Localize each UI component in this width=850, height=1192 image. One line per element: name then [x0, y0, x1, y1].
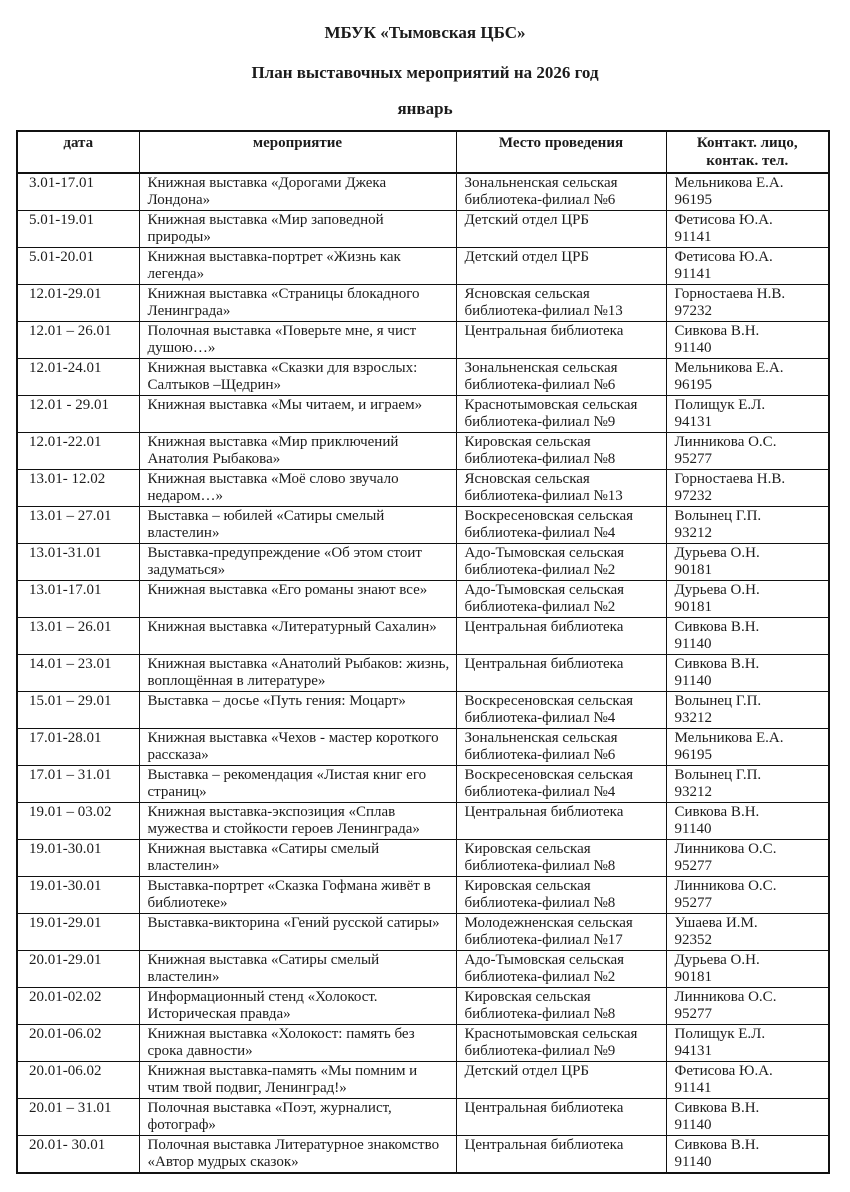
contact-name: Линникова О.С. [674, 434, 777, 450]
event-venue: Центральная библиотека [456, 1099, 666, 1136]
table-row [17, 322, 829, 359]
table-row [17, 618, 829, 655]
event-contact [666, 507, 829, 544]
table-row [17, 248, 829, 285]
event-title: Полочная выставка «Поверьте мне, я чист душою…» [139, 322, 456, 359]
table-row [17, 988, 829, 1025]
table-row [17, 1099, 829, 1136]
event-contact [666, 951, 829, 988]
contact-phone: 91140 [674, 673, 712, 689]
contact-name: Фетисова Ю.А. [674, 249, 773, 265]
event-title: Выставка – юбилей «Сатиры смелый властелин» [139, 507, 456, 544]
event-venue: Воскресеновская сельская библиотека-филиал №4 [456, 692, 666, 729]
event-venue: Ясновская сельская библиотека-филиал №13 [456, 285, 666, 322]
event-title: Книжная выставка «Сатиры смелый властелин» [139, 840, 456, 877]
event-contact [666, 840, 829, 877]
table-row [17, 544, 829, 581]
table-row [17, 951, 829, 988]
event-title: Книжная выставка-портрет «Жизнь как легенда» [139, 248, 456, 285]
event-venue: Краснотымовская сельская библиотека-филиал №9 [456, 1025, 666, 1062]
organization-title: МБУК «Тымовская ЦБС» [324, 23, 526, 42]
event-dates: 12.01 - 29.01 [17, 396, 139, 433]
event-title: Выставка-предупреждение «Об этом стоит задуматься» [139, 544, 456, 581]
contact-phone: 94131 [674, 414, 712, 430]
event-title: Выставка-викторина «Гений русской сатиры» [139, 914, 456, 951]
event-contact [666, 396, 829, 433]
event-contact [666, 359, 829, 396]
table-row [17, 1025, 829, 1062]
event-title: Выставка – досье «Путь гения: Моцарт» [139, 692, 456, 729]
table-row [17, 433, 829, 470]
col-header-contact-line2: контак. тел. [706, 153, 789, 169]
table-row [17, 1062, 829, 1099]
event-dates: 5.01-20.01 [17, 248, 139, 285]
event-title: Книжная выставка «Чехов - мастер короткого рассказа» [139, 729, 456, 766]
event-dates: 19.01-30.01 [17, 877, 139, 914]
event-title: Выставка-портрет «Сказка Гофмана живёт в библиотеке» [139, 877, 456, 914]
event-venue: Краснотымовская сельская библиотека-филиал №9 [456, 396, 666, 433]
event-title: Книжная выставка «Сатиры смелый властелин» [139, 951, 456, 988]
contact-name: Сивкова В.Н. [674, 619, 760, 635]
event-venue: Центральная библиотека [456, 1136, 666, 1174]
event-title: Книжная выставка-память «Мы помним и чтим твой подвиг, Ленинград!» [139, 1062, 456, 1099]
contact-name: Горностаева Н.В. [674, 286, 786, 302]
event-contact [666, 248, 829, 285]
event-dates: 15.01 – 29.01 [17, 692, 139, 729]
event-contact [666, 322, 829, 359]
event-dates: 12.01-29.01 [17, 285, 139, 322]
event-venue: Зональненская сельская библиотека-филиал №6 [456, 729, 666, 766]
event-venue: Зональненская сельская библиотека-филиал №6 [456, 359, 666, 396]
contact-phone: 90181 [674, 969, 712, 985]
event-title: Информационный стенд «Холокост. Историческая правда» [139, 988, 456, 1025]
event-title: Выставка – рекомендация «Листая книг его страниц» [139, 766, 456, 803]
event-dates: 12.01-24.01 [17, 359, 139, 396]
contact-phone: 93212 [674, 525, 712, 541]
contact-phone: 96195 [674, 377, 712, 393]
event-contact [666, 729, 829, 766]
contact-name: Горностаева Н.В. [674, 471, 786, 487]
table-row [17, 914, 829, 951]
event-dates: 20.01- 30.01 [17, 1136, 139, 1174]
event-dates: 5.01-19.01 [17, 211, 139, 248]
event-venue: Зональненская сельская библиотека-филиал №6 [456, 173, 666, 211]
contact-name: Дурьева О.Н. [674, 952, 760, 968]
contact-phone: 91141 [674, 266, 712, 282]
table-row [17, 507, 829, 544]
contact-phone: 91141 [674, 1080, 712, 1096]
event-title: Книжная выставка-экспозиция «Сплав мужества и стойкости героев Ленинграда» [139, 803, 456, 840]
event-venue: Адо-Тымовская сельская библиотека-филиал №2 [456, 951, 666, 988]
table-row [17, 581, 829, 618]
event-contact [666, 1062, 829, 1099]
col-header-event: мероприятие [139, 131, 456, 173]
event-contact [666, 655, 829, 692]
event-venue: Кировская сельская библиотека-филиал №8 [456, 988, 666, 1025]
event-dates: 13.01- 12.02 [17, 470, 139, 507]
event-title: Книжная выставка «Холокост: память без срока давности» [139, 1025, 456, 1062]
event-dates: 13.01-17.01 [17, 581, 139, 618]
contact-name: Линникова О.С. [674, 841, 777, 857]
table-body [17, 173, 829, 1173]
event-title: Книжная выставка «Анатолий Рыбаков: жизнь, воплощённая в литературе» [139, 655, 456, 692]
event-contact [666, 173, 829, 211]
table-row [17, 396, 829, 433]
event-title: Книжная выставка «Его романы знают все» [139, 581, 456, 618]
event-venue: Адо-Тымовская сельская библиотека-филиал №2 [456, 544, 666, 581]
contact-phone: 90181 [674, 599, 712, 615]
event-dates: 13.01 – 27.01 [17, 507, 139, 544]
event-contact [666, 1136, 829, 1174]
contact-name: Сивкова В.Н. [674, 323, 760, 339]
event-venue: Молодежненская сельская библиотека-филиал №17 [456, 914, 666, 951]
event-dates: 20.01-02.02 [17, 988, 139, 1025]
event-contact [666, 988, 829, 1025]
contact-phone: 97232 [674, 488, 712, 504]
contact-phone: 91141 [674, 229, 712, 245]
event-contact [666, 581, 829, 618]
contact-phone: 97232 [674, 303, 712, 319]
event-title: Книжная выставка «Мир приключений Анатолия Рыбакова» [139, 433, 456, 470]
table-row [17, 840, 829, 877]
contact-phone: 94131 [674, 1043, 712, 1059]
contact-name: Дурьева О.Н. [674, 582, 760, 598]
event-dates: 19.01 – 03.02 [17, 803, 139, 840]
page-title: План выставочных мероприятий на 2026 год [251, 63, 599, 82]
contact-name: Линникова О.С. [674, 989, 777, 1005]
event-venue: Адо-Тымовская сельская библиотека-филиал №2 [456, 581, 666, 618]
event-title: Книжная выставка «Мы читаем, и играем» [139, 396, 456, 433]
col-header-venue: Место проведения [456, 131, 666, 173]
contact-phone: 95277 [674, 858, 712, 874]
contact-phone: 96195 [674, 747, 712, 763]
event-contact [666, 211, 829, 248]
table-row [17, 655, 829, 692]
contact-name: Полищук Е.Л. [674, 397, 766, 413]
event-dates: 3.01-17.01 [17, 173, 139, 211]
event-venue: Кировская сельская библиотека-филиал №8 [456, 433, 666, 470]
event-dates: 17.01-28.01 [17, 729, 139, 766]
table-row [17, 766, 829, 803]
contact-name: Фетисова Ю.А. [674, 212, 773, 228]
event-contact [666, 914, 829, 951]
event-dates: 12.01 – 26.01 [17, 322, 139, 359]
contact-phone: 95277 [674, 1006, 712, 1022]
contact-name: Полищук Е.Л. [674, 1026, 766, 1042]
contact-name: Фетисова Ю.А. [674, 1063, 773, 1079]
table-row [17, 729, 829, 766]
document-header [0, 0, 850, 118]
contact-phone: 91140 [674, 821, 712, 837]
event-dates: 13.01 – 26.01 [17, 618, 139, 655]
contact-name: Сивкова В.Н. [674, 1100, 760, 1116]
table-row [17, 470, 829, 507]
contact-phone: 91140 [674, 1117, 712, 1133]
event-venue: Кировская сельская библиотека-филиал №8 [456, 840, 666, 877]
contact-name: Линникова О.С. [674, 878, 777, 894]
contact-phone: 93212 [674, 710, 712, 726]
event-venue: Ясновская сельская библиотека-филиал №13 [456, 470, 666, 507]
event-title: Книжная выставка «Дорогами Джека Лондона» [139, 173, 456, 211]
event-venue: Детский отдел ЦРБ [456, 248, 666, 285]
event-contact [666, 544, 829, 581]
contact-name: Ушаева И.М. [674, 915, 758, 931]
table-row [17, 285, 829, 322]
contact-phone: 96195 [674, 192, 712, 208]
contact-name: Дурьева О.Н. [674, 545, 760, 561]
table-header-row [17, 131, 829, 173]
event-title: Книжная выставка «Литературный Сахалин» [139, 618, 456, 655]
col-header-date: дата [17, 131, 139, 173]
contact-name: Волынец Г.П. [674, 508, 762, 524]
event-venue: Центральная библиотека [456, 803, 666, 840]
contact-phone: 91140 [674, 636, 712, 652]
event-title: Книжная выставка «Страницы блокадного Ленинграда» [139, 285, 456, 322]
event-contact [666, 285, 829, 322]
event-dates: 20.01-06.02 [17, 1062, 139, 1099]
event-venue: Центральная библиотека [456, 322, 666, 359]
event-contact [666, 618, 829, 655]
contact-name: Волынец Г.П. [674, 767, 762, 783]
event-venue: Детский отдел ЦРБ [456, 1062, 666, 1099]
table-row [17, 803, 829, 840]
event-contact [666, 803, 829, 840]
table-row [17, 1136, 829, 1174]
event-dates: 20.01-29.01 [17, 951, 139, 988]
contact-name: Сивкова В.Н. [674, 804, 760, 820]
event-venue: Детский отдел ЦРБ [456, 211, 666, 248]
contact-name: Мельникова Е.А. [674, 360, 784, 376]
contact-phone: 92352 [674, 932, 712, 948]
event-contact [666, 433, 829, 470]
table-row [17, 359, 829, 396]
event-dates: 20.01 – 31.01 [17, 1099, 139, 1136]
col-header-contact [666, 131, 829, 173]
contact-phone: 91140 [674, 1154, 712, 1170]
event-title: Книжная выставка «Моё слово звучало недаром…» [139, 470, 456, 507]
event-dates: 14.01 – 23.01 [17, 655, 139, 692]
event-contact [666, 692, 829, 729]
event-contact [666, 470, 829, 507]
table-row [17, 173, 829, 211]
contact-name: Сивкова В.Н. [674, 656, 760, 672]
event-dates: 19.01-29.01 [17, 914, 139, 951]
event-contact [666, 1025, 829, 1062]
event-venue: Центральная библиотека [456, 655, 666, 692]
col-header-contact-line1: Контакт. лицо, [696, 135, 798, 151]
contact-phone: 95277 [674, 895, 712, 911]
event-venue: Центральная библиотека [456, 618, 666, 655]
contact-name: Волынец Г.П. [674, 693, 762, 709]
event-title: Книжная выставка «Мир заповедной природы» [139, 211, 456, 248]
contact-phone: 95277 [674, 451, 712, 467]
contact-phone: 93212 [674, 784, 712, 800]
event-venue: Кировская сельская библиотека-филиал №8 [456, 877, 666, 914]
event-title: Полочная выставка «Поэт, журналист, фотограф» [139, 1099, 456, 1136]
event-dates: 19.01-30.01 [17, 840, 139, 877]
event-dates: 12.01-22.01 [17, 433, 139, 470]
event-contact [666, 877, 829, 914]
event-title: Полочная выставка Литературное знакомство «Автор мудрых сказок» [139, 1136, 456, 1174]
events-table [16, 130, 830, 1174]
contact-name: Мельникова Е.А. [674, 175, 784, 191]
event-dates: 20.01-06.02 [17, 1025, 139, 1062]
contact-name: Сивкова В.Н. [674, 1137, 760, 1153]
event-contact [666, 1099, 829, 1136]
table-row [17, 692, 829, 729]
contact-phone: 91140 [674, 340, 712, 356]
event-contact [666, 766, 829, 803]
table-row [17, 211, 829, 248]
event-dates: 17.01 – 31.01 [17, 766, 139, 803]
event-venue: Воскресеновская сельская библиотека-филиал №4 [456, 766, 666, 803]
table-row [17, 877, 829, 914]
contact-phone: 90181 [674, 562, 712, 578]
contact-name: Мельникова Е.А. [674, 730, 784, 746]
event-title: Книжная выставка «Сказки для взрослых: Салтыков –Щедрин» [139, 359, 456, 396]
event-dates: 13.01-31.01 [17, 544, 139, 581]
month-subtitle: январь [397, 99, 453, 118]
event-venue: Воскресеновская сельская библиотека-филиал №4 [456, 507, 666, 544]
